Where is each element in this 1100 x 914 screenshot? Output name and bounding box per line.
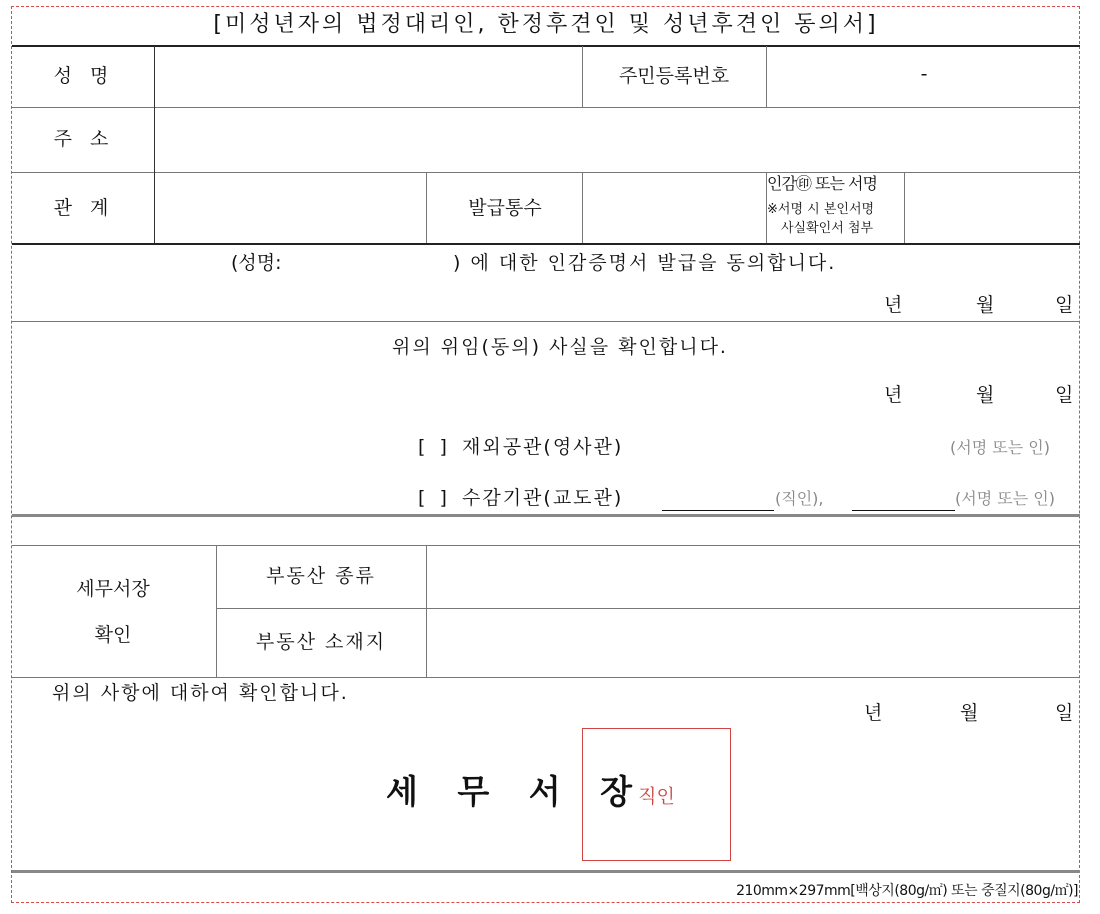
- divider: [426, 172, 427, 243]
- signature-line[interactable]: [852, 510, 955, 511]
- section-separator: [12, 870, 1080, 873]
- checkbox-prison[interactable]: [ ]: [418, 487, 447, 509]
- consent-sentence: ) 에 대한 인감증명서 발급을 동의합니다.: [453, 252, 837, 274]
- property-location-field[interactable]: [428, 610, 1078, 676]
- consent-name-open: (성명:: [231, 252, 282, 274]
- name-field[interactable]: [156, 48, 580, 106]
- consent-month: 월: [976, 294, 995, 316]
- divider: [12, 243, 1080, 245]
- divider: [12, 172, 1080, 173]
- divider: [12, 321, 1080, 322]
- seal-label: 인감㊞ 또는 서명: [767, 174, 877, 193]
- address-label: 주 소: [53, 128, 115, 150]
- section-separator: [12, 514, 1080, 517]
- divider: [582, 172, 583, 243]
- paper-spec-footer: 210mm×297mm[백상지(80g/㎡) 또는 중질지(80g/㎡)]: [736, 883, 1078, 899]
- agency-consulate: 재외공관(영사관): [462, 436, 624, 458]
- sign-consulate: (서명 또는 인): [950, 438, 1050, 457]
- tax-day: 일: [1055, 702, 1074, 724]
- seal-field[interactable]: [906, 174, 1078, 242]
- confirm-day: 일: [1055, 384, 1074, 406]
- divider: [426, 546, 427, 677]
- tax-confirm-label: 확인: [94, 624, 132, 646]
- checkbox-consulate[interactable]: [ ]: [418, 436, 447, 458]
- tax-chief-title: 세 무 서 장: [386, 772, 646, 811]
- divider: [12, 107, 1080, 108]
- rrn-value: -: [920, 63, 928, 85]
- copies-label: 발급통수: [468, 197, 542, 219]
- property-type-label: 부동산 종류: [266, 565, 376, 587]
- tax-sentence: 위의 사항에 대하여 확인합니다.: [52, 682, 349, 704]
- seal-note-2: 사실확인서 첨부: [781, 221, 874, 236]
- official-stamp-box: [582, 728, 731, 861]
- divider: [766, 172, 767, 243]
- tax-year: 년: [864, 702, 883, 724]
- official-stamp-text: 직인: [638, 785, 675, 807]
- confirm-sentence: 위의 위임(동의) 사실을 확인합니다.: [392, 336, 728, 358]
- property-type-field[interactable]: [428, 547, 1078, 607]
- form-title: [미성년자의 법정대리인, 한정후견인 및 성년후견인 동의서]: [213, 12, 879, 37]
- official-seal-text: (직인),: [775, 489, 824, 508]
- relation-label: 관 계: [53, 197, 115, 219]
- divider: [216, 546, 217, 677]
- divider: [12, 677, 1080, 678]
- name-label: 성 명: [53, 65, 115, 87]
- confirm-year: 년: [884, 384, 903, 406]
- confirm-month: 월: [976, 384, 995, 406]
- divider: [904, 172, 905, 243]
- property-location-label: 부동산 소재지: [255, 631, 387, 653]
- copies-field[interactable]: [584, 174, 764, 242]
- consent-year: 년: [884, 294, 903, 316]
- divider: [766, 46, 767, 107]
- official-signature-line[interactable]: [662, 510, 774, 511]
- relation-field[interactable]: [156, 174, 424, 242]
- divider: [582, 46, 583, 107]
- address-field[interactable]: [156, 109, 1078, 171]
- agency-prison: 수감기관(교도관): [462, 487, 624, 509]
- rrn-label: 주민등록번호: [618, 65, 730, 87]
- tax-month: 월: [960, 702, 979, 724]
- consent-day: 일: [1055, 294, 1074, 316]
- divider: [154, 46, 155, 243]
- divider: [12, 545, 1080, 546]
- sign-prison: (서명 또는 인): [955, 489, 1055, 508]
- divider: [216, 608, 1080, 609]
- tax-office-label: 세무서장: [76, 578, 150, 600]
- divider: [12, 45, 1080, 47]
- seal-note-1: ※서명 시 본인서명: [767, 202, 875, 217]
